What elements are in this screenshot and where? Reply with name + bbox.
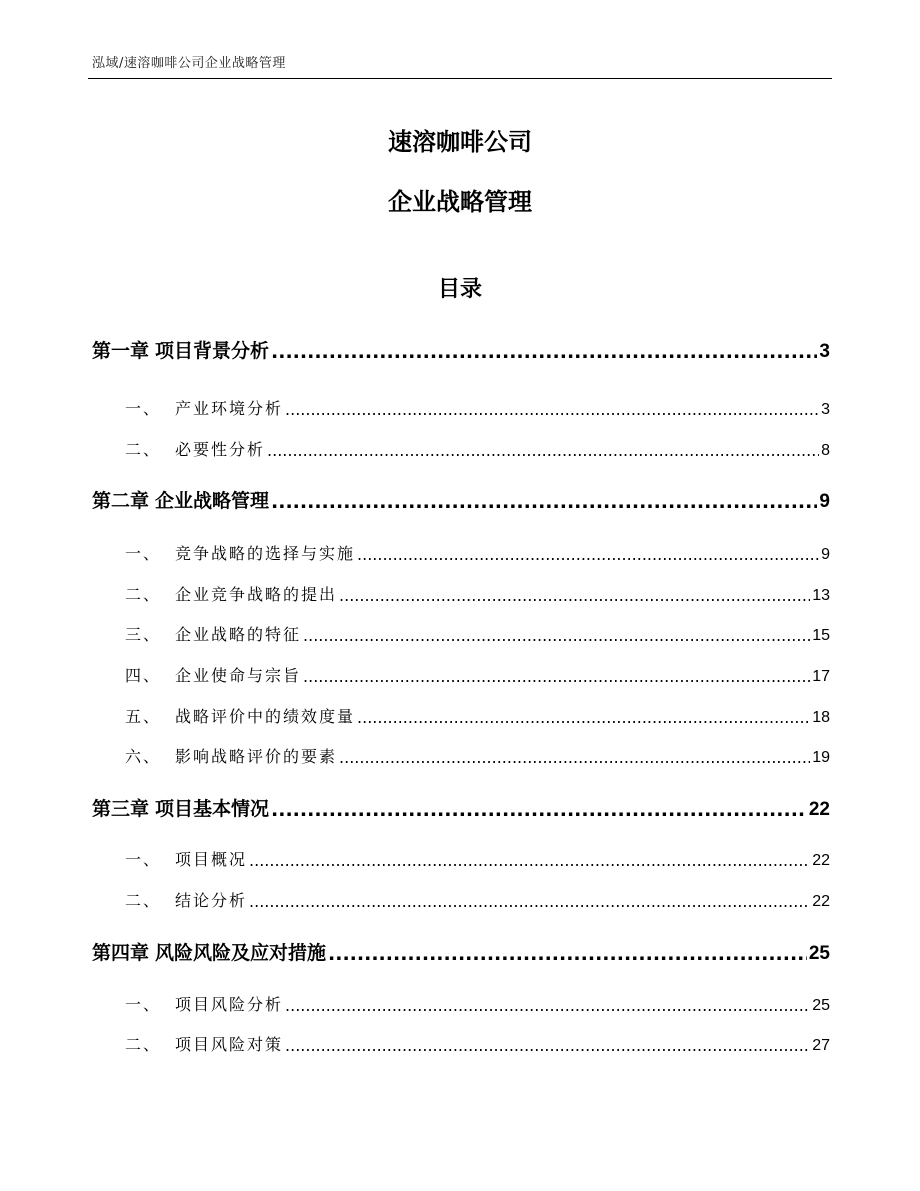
- toc-leader-dots: [267, 441, 819, 460]
- toc-entry-prefix: 二、: [125, 440, 162, 459]
- toc-entry-prefix: 一、: [125, 995, 162, 1014]
- toc-leader-dots: [285, 400, 819, 419]
- toc-entry-page: 25: [812, 997, 830, 1014]
- toc-entry-prefix: 二、: [125, 585, 162, 604]
- toc-entry[interactable]: [92, 745, 830, 767]
- toc-entry[interactable]: [92, 623, 830, 645]
- toc-entry-page: 9: [819, 491, 830, 512]
- toc-entry-page: 15: [812, 627, 830, 644]
- toc-entry-label: 项目风险对策: [175, 1035, 284, 1054]
- toc-entry-page: 19: [812, 749, 830, 766]
- toc-entry-page: 9: [821, 546, 830, 563]
- toc-entry-page: 22: [812, 852, 830, 869]
- toc-leader-dots: [303, 626, 810, 645]
- toc-entry[interactable]: [92, 337, 830, 363]
- toc-entry[interactable]: [92, 397, 830, 419]
- toc-entry[interactable]: [92, 889, 830, 911]
- toc-leader-dots: [271, 799, 807, 821]
- toc-entry-label: 竞争战略的选择与实施: [175, 544, 356, 563]
- toc-entry-prefix: 四、: [125, 666, 162, 685]
- toc-entry[interactable]: [92, 848, 830, 870]
- toc-leader-dots: [249, 851, 810, 870]
- toc-entry-page: 8: [821, 442, 830, 459]
- toc-entry-prefix: 二、: [125, 891, 162, 910]
- toc-entry-page: 27: [812, 1037, 830, 1054]
- toc-entry-prefix: 第一章: [92, 340, 150, 362]
- document-title-subject: 企业战略管理: [388, 188, 532, 216]
- toc-entry-label: 项目基本情况: [155, 798, 270, 820]
- toc-entry-prefix: 三、: [125, 625, 162, 644]
- toc-entry[interactable]: [92, 795, 830, 821]
- toc-entry[interactable]: [92, 542, 830, 564]
- document-title-company: 速溶咖啡公司: [388, 128, 532, 156]
- toc-entry-label: 企业战略管理: [155, 490, 270, 512]
- toc-entry-label: 企业使命与宗旨: [175, 666, 302, 685]
- running-header: 泓域/速溶咖啡公司企业战略管理: [92, 56, 286, 71]
- toc-leader-dots: [357, 708, 810, 727]
- toc-entry-page: 3: [819, 341, 830, 362]
- toc-entry[interactable]: [92, 993, 830, 1015]
- toc-leader-dots: [285, 1036, 810, 1055]
- toc-entry[interactable]: [92, 705, 830, 727]
- toc-entry[interactable]: [92, 1033, 830, 1055]
- toc-leader-dots: [249, 892, 810, 911]
- toc-entry-prefix: 一、: [125, 399, 162, 418]
- toc-entry-page: 22: [812, 893, 830, 910]
- toc-entry-label: 影响战略评价的要素: [175, 747, 338, 766]
- toc-entry-label: 结论分析: [175, 891, 248, 910]
- toc-leader-dots: [339, 748, 810, 767]
- toc-entry-page: 22: [808, 799, 830, 820]
- toc-leader-dots: [339, 586, 810, 605]
- toc-entry-prefix: 第四章: [92, 942, 150, 964]
- toc-entry-label: 项目背景分析: [155, 340, 270, 362]
- toc-entry-label: 必要性分析: [175, 440, 266, 459]
- toc-entry-label: 项目风险分析: [175, 995, 284, 1014]
- toc-entry-label: 战略评价中的绩效度量: [175, 707, 356, 726]
- toc-entry-page: 13: [812, 587, 830, 604]
- toc-entry-prefix: 第二章: [92, 490, 150, 512]
- toc-entry[interactable]: [92, 438, 830, 460]
- toc-entry-label: 风险风险及应对措施: [155, 942, 327, 964]
- toc-entry-label: 产业环境分析: [175, 399, 284, 418]
- toc-leader-dots: [285, 996, 810, 1015]
- toc-entry-prefix: 五、: [125, 707, 162, 726]
- toc-entry[interactable]: [92, 487, 830, 513]
- header-rule: [88, 78, 832, 79]
- toc-entry-label: 企业竞争战略的提出: [175, 585, 338, 604]
- toc-leader-dots: [357, 545, 819, 564]
- toc-entry-prefix: 二、: [125, 1035, 162, 1054]
- toc-entry[interactable]: [92, 583, 830, 605]
- toc-entry-page: 18: [812, 709, 830, 726]
- toc-entry-prefix: 一、: [125, 850, 162, 869]
- toc-leader-dots: [303, 667, 810, 686]
- toc-entry-prefix: 一、: [125, 544, 162, 563]
- toc-entry-page: 3: [821, 401, 830, 418]
- toc-heading: 目录: [437, 277, 482, 302]
- toc-leader-dots: [271, 341, 817, 363]
- toc-entry-label: 企业战略的特征: [175, 625, 302, 644]
- toc-leader-dots: [328, 943, 807, 965]
- toc-entry[interactable]: [92, 664, 830, 686]
- toc-leader-dots: [271, 491, 817, 513]
- toc-entry-prefix: 六、: [125, 747, 162, 766]
- toc-entry-label: 项目概况: [175, 850, 248, 869]
- toc-entry-prefix: 第三章: [92, 798, 150, 820]
- toc-entry-page: 17: [812, 668, 830, 685]
- toc-entry[interactable]: [92, 939, 830, 965]
- toc-entry-page: 25: [808, 943, 830, 964]
